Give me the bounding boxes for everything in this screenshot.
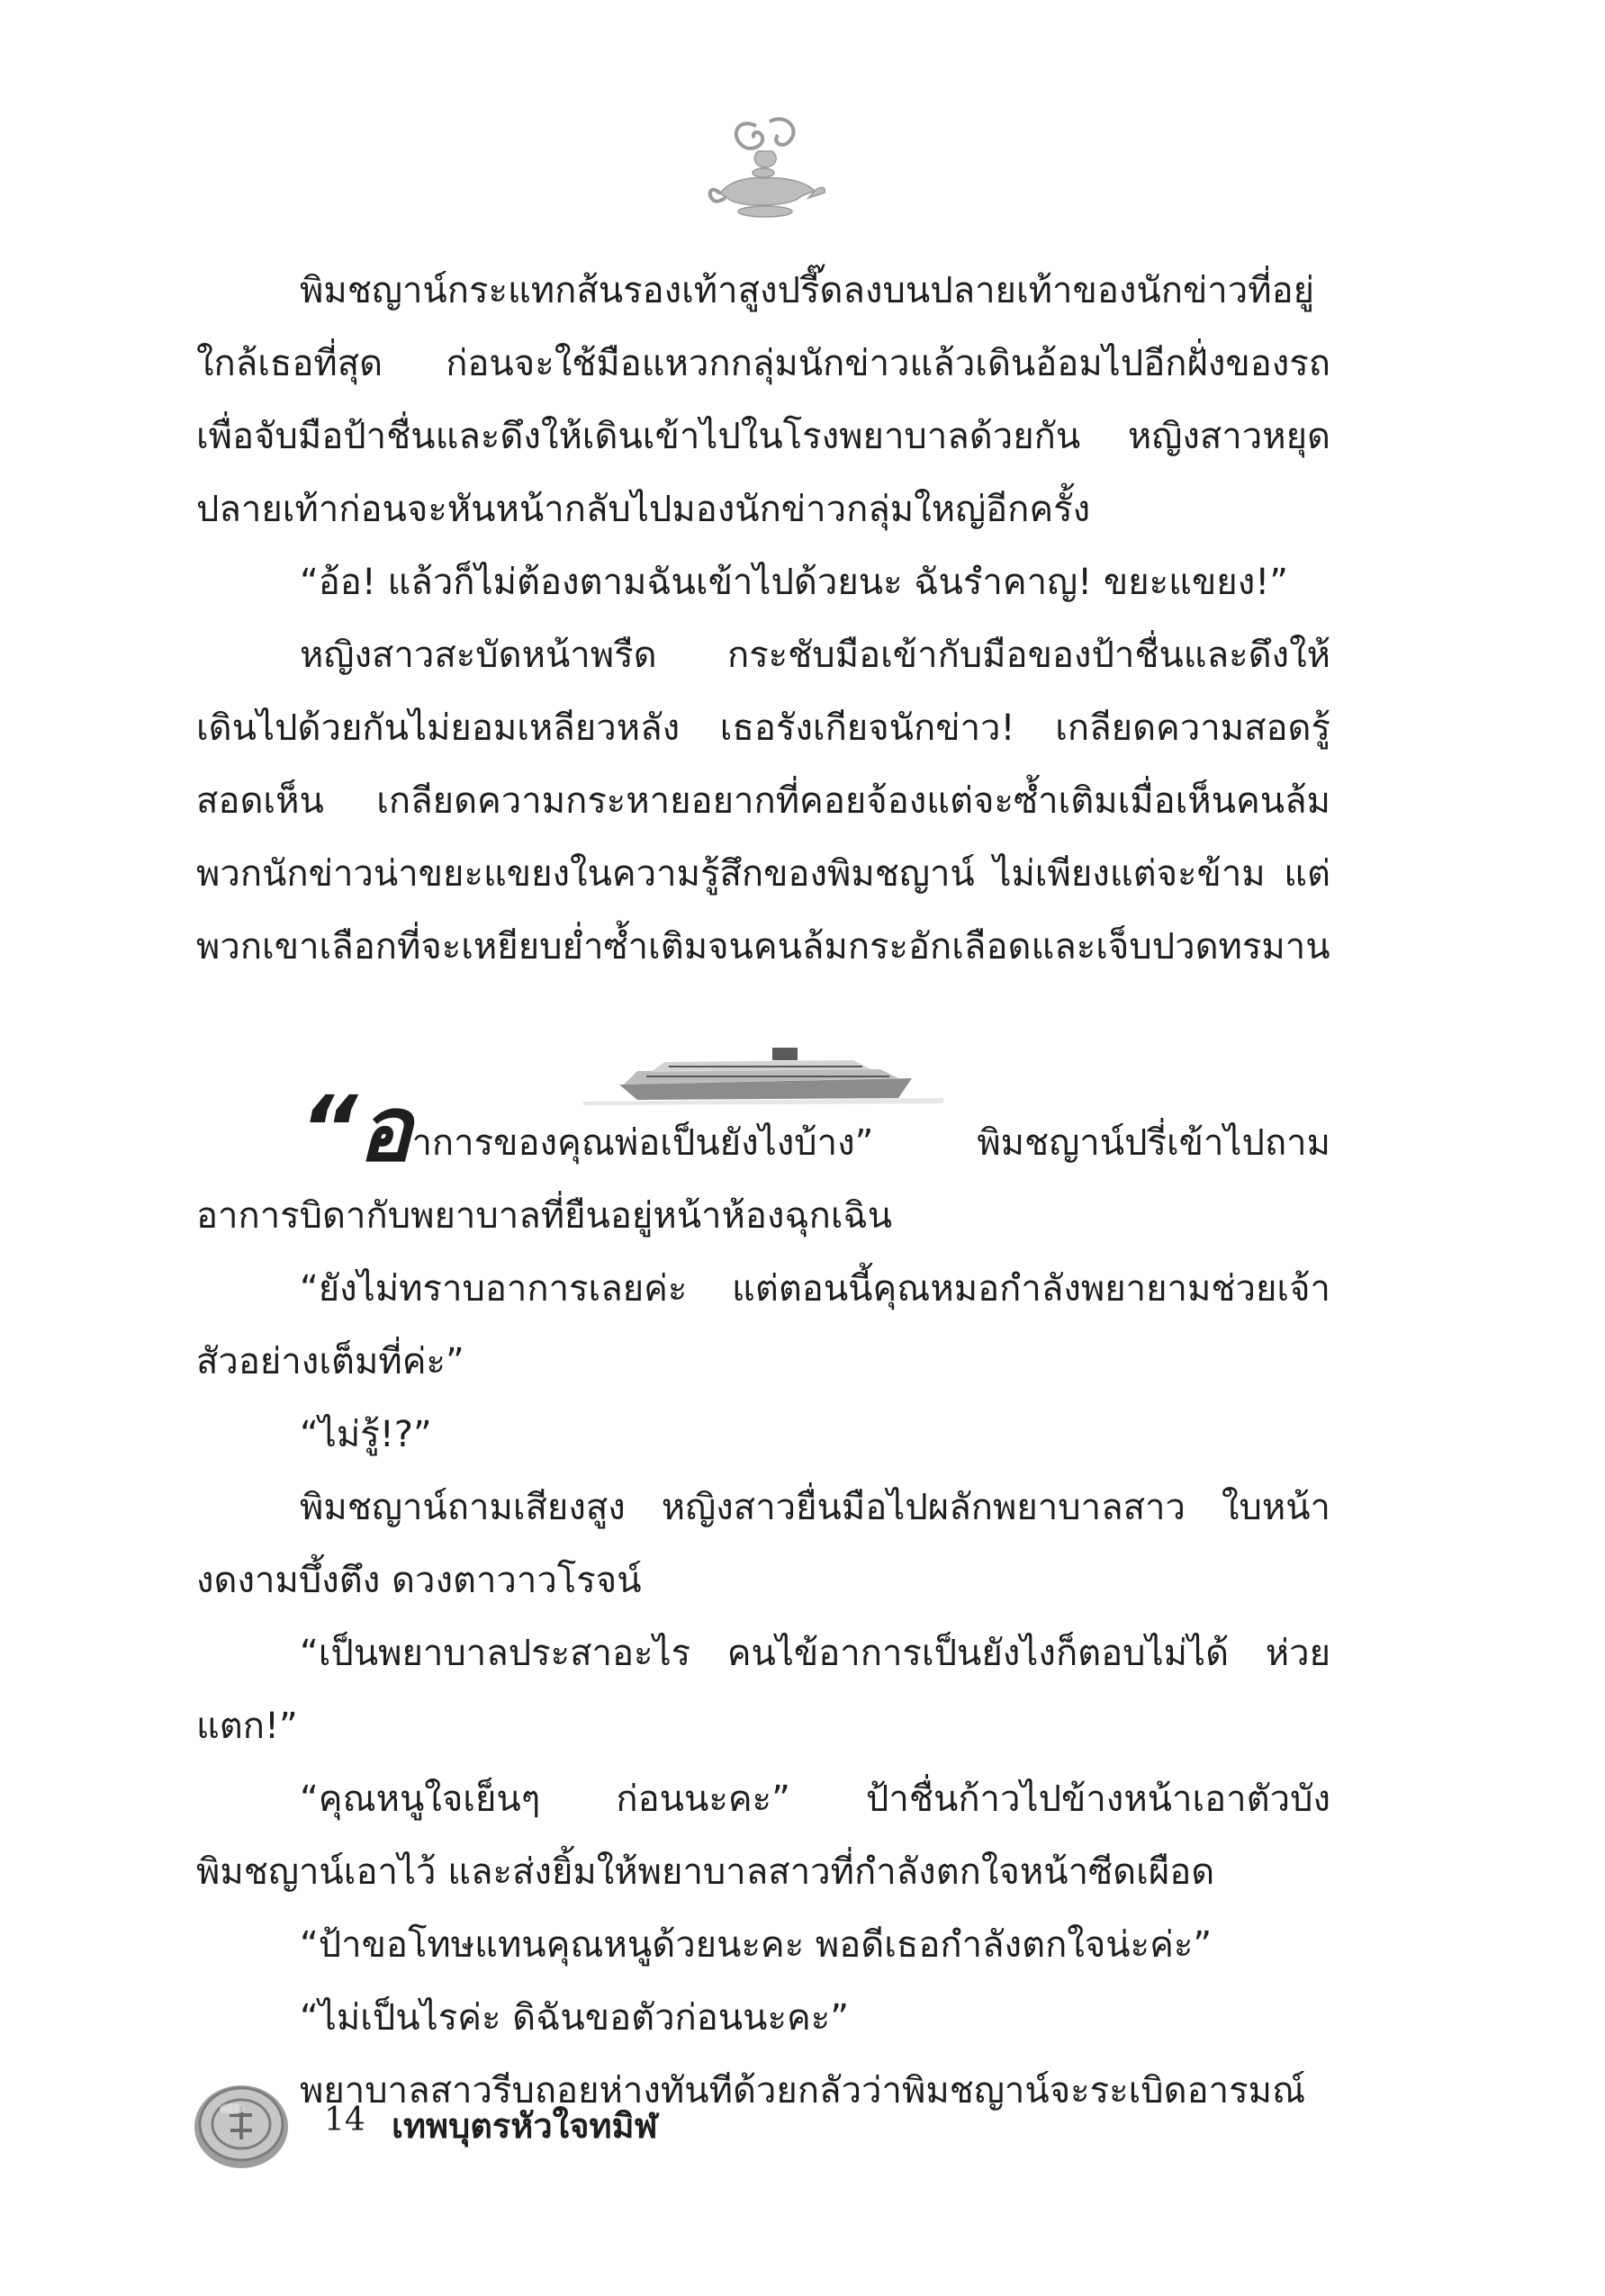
drop-cap: “อ <box>300 1076 412 1182</box>
paragraph: พิมชญาน์กระแทกส้นรองเท้าสูงปรี๊ดลงบนปลายเท้าของนักข่าวที่อยู่ใกล้เธอที่สุด ก่อนจะใช้มือแหวกกลุ่มนักข่าวแล้วเดินอ้อมไปอีกฝั่งของรถเพื่อจับมือป้าชื่นและดึงให้เดินเข้าไปในโรงพยาบาลด้วยกัน หญิงสาวหยุดปลายเท้าก่อนจะหันหน้ากลับไปมองนักข่าวกลุ่มใหญ่อีกครั้ง <box>196 270 1330 530</box>
paragraph: “ป้าขอโทษแทนคุณหนูด้วยนะคะ พอดีเธอกำลังตกใจน่ะค่ะ” <box>300 1924 1213 1966</box>
paragraph: “ไม่เป็นไรค่ะ ดิฉันขอตัวก่อนนะคะ” <box>300 1997 849 2039</box>
section-1 <box>196 255 1330 984</box>
page-number: 14 <box>324 2102 365 2138</box>
paragraph-with-dropcap <box>196 1076 1330 1253</box>
paragraph: “คุณหนูใจเย็นๆ ก่อนนะคะ” ป้าชื่นก้าวไปข้างหน้าเอาตัวบังพิมชญาน์เอาไว้ และส่งยิ้มให้พยาบาลสาวที่กำลังตกใจหน้าซีดเผือด <box>196 1778 1330 1893</box>
paragraph-rest: าการของคุณพ่อเป็นยังไงบ้าง” พิมชญาน์ปรี่เข้าไปถามอาการบิดากับพยาบาลที่ยืนอยู่หน้าห้องฉุกเฉิน <box>196 1122 1330 1237</box>
paragraph: หญิงสาวสะบัดหน้าพรืด กระชับมือเข้ากับมือของป้าชื่นและดึงให้เดินไปด้วยกันไม่ยอมเหลียวหลัง เธอรังเกียจนักข่าว! เกลียดความสอดรู้สอดเห็น เกลียดความกระหายอยากที่คอยจ้องแต่จะซ้ำเติมเมื่อเห็นคนล้ม พวกนักข่าวน่าขยะแขยงในความรู้สึกของพิมชญาน์ ไม่เพียงแต่จะข้าม แต่พวกเขาเลือกที่จะเหยียบย่ำซ้ำเติมจนคนล้มกระอักเลือดและเจ็บปวดทรมาน <box>196 635 1330 968</box>
section-2 <box>196 1076 1330 2128</box>
paragraph: พิมชญาน์ถามเสียงสูง หญิงสาวยื่นมือไปผลักพยาบาลสาว ใบหน้างดงามบึ้งตึง ดวงตาวาวโรจน์ <box>196 1487 1330 1601</box>
page-footer <box>189 2075 819 2174</box>
paragraph: “อ้อ! แล้วก็ไม่ต้องตามฉันเข้าไปด้วยนะ ฉันรำคาญ! ขยะแขยง!” <box>300 562 1289 603</box>
paragraph: พยาบาลสาวรีบถอยห่างทันทีด้วยกลัวว่าพิมชญาน์จะระเบิดอารมณ์ <box>300 2070 1306 2111</box>
paragraph: “ไม่รู้!?” <box>300 1414 432 1455</box>
paragraph: “เป็นพยาบาลประสาอะไร คนไข้อาการเป็นยังไงก็ตอบไม่ได้ ห่วยแตก!” <box>196 1633 1330 1747</box>
coin-emblem-icon <box>189 2075 297 2174</box>
magic-lamp-icon <box>702 108 828 234</box>
paragraph: “ยังไม่ทราบอาการเลยค่ะ แต่ตอนนี้คุณหมอกำลังพยายามช่วยเจ้าสัวอย่างเต็มที่ค่ะ” <box>196 1268 1330 1382</box>
book-title: เทพบุตรหัวใจทมิฬ <box>392 2106 658 2146</box>
cruise-ship-icon <box>583 1035 943 1107</box>
